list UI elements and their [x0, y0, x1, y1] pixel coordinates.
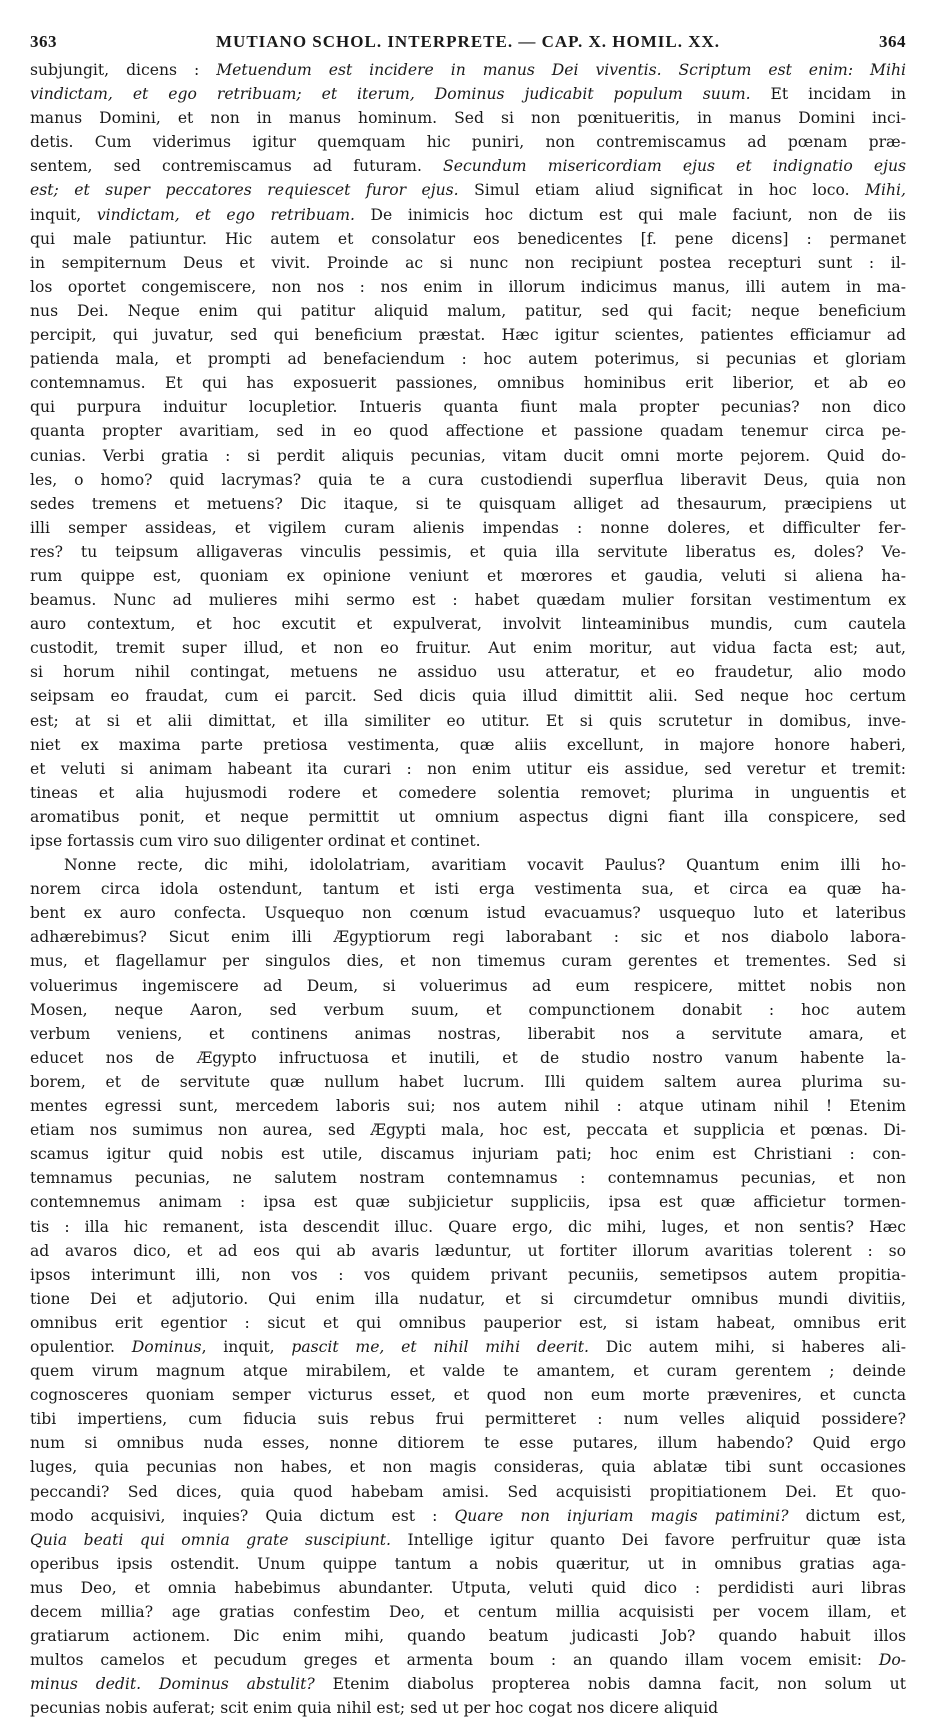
text-run: modo acquisivi, inquies? Quia dictum est :: [30, 1506, 455, 1525]
text-run: contemnemus animam : ipsa est quæ subjicietur suppliciis, ipsa est quæ afficietur tormen-: [30, 1193, 906, 1212]
text-run: verbum veniens, et continens animas nostras, liberabit nos a servitute amara, et: [30, 1024, 906, 1043]
text-run: cunias. Verbi gratia : si perdit aliquis pecunias, vitam ducit omni morte pejorem. Quid do-: [30, 446, 906, 465]
text-line: [30, 877, 906, 901]
text-run: etiam nos sumimus non aurea, sed Ægypti mala, hoc est, peccata et supplicia et pœnas. Di-: [30, 1121, 906, 1140]
italic-text: Quare non injuriam magis patimini?: [454, 1506, 789, 1525]
text-line: [30, 1528, 906, 1552]
text-line: [30, 1118, 906, 1142]
text-line: [30, 58, 906, 82]
text-run: detis. Cum viderimus igitur quemquam hic puniri, non contremiscamus ad pœnam præ-: [30, 133, 906, 152]
text-run: scamus igitur quid nobis est utile, discamus injuriam pati; hoc enim est Christiani : con-: [30, 1145, 906, 1164]
text-line: [30, 805, 906, 829]
text-line: [30, 1046, 906, 1070]
document-page: [30, 32, 907, 1718]
text-line: [30, 468, 906, 492]
text-run: Etenim diabolus propterea nobis damna facit, non solum ut: [314, 1675, 906, 1694]
text-line: [30, 612, 906, 636]
text-line: [30, 709, 906, 733]
running-head: [30, 32, 906, 54]
text-run: tibi impertiens, cum fiducia suis rebus frui permitteret : num velles aliquid possidere?: [30, 1410, 906, 1429]
text-line: [30, 1648, 906, 1672]
text-line: [30, 492, 906, 516]
text-run: los oportet congemiscere, non nos : nos enim in illorum indicimus manus, illi autem in ma-: [30, 277, 906, 296]
text-run: res? tu teipsum alligaveras vinculis pessimis, et quia illa servitute liberatus es, doles? Ve-: [30, 542, 906, 561]
text-line: [30, 1455, 906, 1479]
text-run: pecunias nobis auferat; scit enim quia nihil est; sed ut per hoc cogat nos dicere aliquid: [30, 1699, 719, 1718]
text-run: temnamus pecunias, ne salutem nostram contemnamus : contemnamus pecunias, et non: [30, 1169, 906, 1188]
text-line: [30, 925, 906, 949]
text-line: [30, 1480, 906, 1504]
page-number-left: 363: [30, 32, 57, 51]
text-run: cognosceres quoniam semper victurus esset, et quod non eum morte prævenires, et cuncta: [30, 1386, 906, 1405]
text-run: bent ex auro confecta. Usquequo non cœnum istud evacuamus? usquequo luto et lateribus: [30, 904, 906, 923]
text-run: voluerimus ingemiscere ad Deum, si voluerimus ad eum respicere, mittet nobis non: [30, 976, 906, 995]
page-number-right: 364: [879, 32, 906, 51]
text-line: [30, 1070, 906, 1094]
text-run: niet ex maxima parte pretiosa vestimenta, quæ aliis excellunt, in majore honore haberi,: [30, 735, 906, 754]
text-line: [30, 178, 906, 202]
text-line: [30, 829, 906, 853]
text-run: gratiarum actionem. Dic enim mihi, quando beatum judicasti Job? quando habuit illos: [30, 1627, 906, 1646]
italic-text: pascit me, et nihil mihi deerit.: [291, 1337, 589, 1356]
text-run: qui male patiuntur. Hic autem et consolatur eos benedicentes [f. pene dicens] : permanet: [30, 229, 906, 248]
text-run: tione Dei et adjutorio. Qui enim illa nudatur, et si circumdetur omnibus mundi divitiis,: [30, 1289, 906, 1308]
text-line: [30, 1552, 906, 1576]
text-line: [30, 323, 906, 347]
text-line: [30, 1407, 906, 1431]
text-line: [30, 1431, 906, 1455]
text-line: [30, 1190, 906, 1214]
text-line: [30, 1672, 906, 1696]
text-line: [30, 564, 906, 588]
text-line: [30, 1359, 906, 1383]
text-run: Et incidam in: [750, 85, 906, 104]
text-run: et veluti si animam habeant ita curari : non enim utitur eis assidue, sed veretur et tremit:: [30, 759, 906, 778]
text-run: percipit, qui juvatur, sed qui beneficium præstat. Hæc igitur scientes, patientes efficiamur ad: [30, 326, 906, 345]
text-line: [30, 1287, 906, 1311]
body-text: [30, 58, 906, 1720]
text-run: , inquit,: [201, 1337, 292, 1356]
italic-text: est; et super peccatores requiescet furor ejus.: [30, 181, 459, 200]
text-line: [30, 1142, 906, 1166]
text-line: [30, 1263, 906, 1287]
italic-text: vindictam, et ego retribuam.: [96, 205, 355, 224]
text-run: patienda mala, et prompti ad benefaciendum : hoc autem poterimus, si pecunias et gloriam: [30, 350, 906, 369]
text-line: [30, 781, 906, 805]
text-line: [30, 998, 906, 1022]
text-run: peccandi? Sed dices, quia quod habebam amisi. Sed acquisisti propitiationem Dei. Et quo-: [30, 1482, 906, 1501]
text-run: inquit,: [30, 205, 97, 224]
text-run: les, o homo? quid lacrymas? quia te a cura custodiendi superflua liberavit Deus, quia non: [30, 470, 906, 489]
running-title: MUTIANO SCHOL. INTERPRETE. — CAP. X. HOMIL. XX.: [216, 32, 720, 51]
text-run: num si omnibus nuda esses, nonne ditiorem te esse putares, illum habendo? Quid ergo: [30, 1434, 906, 1453]
text-line: [30, 588, 906, 612]
text-line: [30, 901, 906, 925]
text-line: [30, 106, 906, 130]
text-line: [30, 1624, 906, 1648]
text-line: [30, 1311, 906, 1335]
text-run: custodit, tremit super illud, et non eo fruitur. Aut enim moritur, aut vidua facta est; aut,: [30, 639, 906, 658]
text-line: [30, 203, 906, 227]
text-run: manus Domini, et non in manus hominum. Sed si non pœnitueritis, in manus Domini inci-: [30, 109, 906, 128]
text-run: auro contextum, et hoc excutit et expulverat, involvit linteaminibus mundis, cum cautela: [30, 615, 906, 634]
text-run: Simul etiam aliud significat in hoc loco.: [458, 181, 866, 200]
italic-text: Quia beati qui omnia grate suscipiunt.: [30, 1530, 392, 1549]
text-line: [30, 757, 906, 781]
text-run: illi semper assideas, et vigilem curam alienis impendas : nonne doleres, et difficulter fer-: [30, 518, 906, 537]
italic-text: Dominus: [131, 1337, 202, 1356]
text-line: [30, 154, 906, 178]
italic-text: Metuendum est incidere in manus Dei viventis. Scriptum est enim: Mihi: [216, 61, 906, 79]
text-run: si horum nihil contingat, metuens ne assiduo usu atteratur, et eo fraudetur, alio modo: [30, 663, 906, 682]
text-run: Nonne recte, dic mihi, idololatriam, avaritiam vocavit Paulus? Quantum enim illi ho-: [64, 856, 906, 875]
italic-text: Secundum misericordiam ejus et indignatio ejus: [443, 157, 906, 176]
text-line: [30, 853, 906, 877]
text-line: [30, 227, 906, 251]
text-run: ipse fortassis cum viro suo diligenter ordinat et continet.: [30, 832, 481, 850]
text-line: [30, 1166, 906, 1190]
text-line: [30, 395, 906, 419]
text-line: [30, 540, 906, 564]
text-line: [30, 516, 906, 540]
text-run: borem, et de servitute quæ nullum habet lucrum. Illi quidem saltem aurea plurima su-: [30, 1072, 906, 1091]
text-run: quanta propter avaritiam, sed in eo quod affectione et passione quadam tenemur circa pe-: [30, 422, 906, 441]
text-run: aromatibus ponit, et neque permittit ut omnium aspectus digni fiant illa conspicere, sed: [30, 807, 906, 826]
text-run: contemnamus. Et qui has exposuerit passiones, omnibus hominibus erit liberior, et ab eo: [30, 374, 906, 393]
text-line: [30, 1504, 906, 1528]
italic-text: Do-: [878, 1651, 906, 1670]
text-run: norem circa idola ostendunt, tantum et isti erga vestimenta sua, et circa ea quæ ha-: [30, 880, 906, 899]
text-line: [30, 1094, 906, 1118]
text-line: [30, 371, 906, 395]
text-run: omnibus erit egentior : sicut et qui omnibus pauperior est, si istam habeat, omnibus erit: [30, 1313, 906, 1332]
text-run: opulentior.: [30, 1337, 132, 1356]
text-line: [30, 275, 906, 299]
text-line: [30, 347, 906, 371]
text-run: educet nos de Ægypto infructuosa et inutili, et de studio nostro vanum habente la-: [30, 1048, 906, 1067]
italic-text: minus dedit. Dominus abstulit?: [30, 1675, 315, 1694]
text-line: [30, 82, 906, 106]
text-line: [30, 1576, 906, 1600]
text-run: quem virum magnum atque mirabilem, et valde te amantem, et curam gerentem ; deinde: [30, 1362, 906, 1381]
text-run: qui purpura induitur locupletior. Intueris quanta fiunt mala propter pecunias? non dico: [30, 398, 906, 417]
text-run: nus Dei. Neque enim qui patitur aliquid malum, patitur, sed qui facit; neque beneficium: [30, 301, 906, 320]
text-line: [30, 660, 906, 684]
italic-text: vindictam, et ego retribuam; et iterum, Dominus judicabit populum suum.: [30, 85, 751, 104]
text-line: [30, 130, 906, 154]
text-run: mentes egressi sunt, mercedem laboris sui; nos autem nihil : atque utinam nihil ! Etenim: [30, 1097, 906, 1116]
text-line: [30, 974, 906, 998]
text-line: [30, 1335, 906, 1359]
paragraph: [30, 58, 906, 853]
paragraph: [30, 853, 906, 1720]
text-line: [30, 299, 906, 323]
text-run: ad avaros dico, et ad eos qui ab avaris læduntur, ut fortiter illorum avaritias tolerent : so: [30, 1241, 906, 1260]
text-run: decem millia? age gratias confestim Deo, et centum millia acquisisti per vocem illam, et: [30, 1603, 906, 1621]
text-run: in sempiternum Deus et vivit. Proinde ac si nunc non recipiunt postea recepturi sunt : il-: [30, 253, 906, 272]
text-run: De inimicis hoc dictum est qui male faciunt, non de iis: [354, 205, 906, 224]
text-run: seipsam eo fraudat, cum ei parcit. Sed dicis quia illud dimittit alii. Sed neque hoc certum: [30, 687, 906, 706]
text-line: [30, 251, 906, 275]
text-run: subjungit, dicens :: [30, 61, 217, 79]
text-line: [30, 636, 906, 660]
text-run: adhærebimus? Sicut enim illi Ægyptiorum regi laborabant : sic et nos diabolo labora-: [30, 928, 906, 947]
text-run: luges, quia pecunias non habes, et non magis consideras, quia ablatæ tibi sunt occasiones: [30, 1458, 906, 1477]
text-line: [30, 1696, 906, 1720]
text-run: tis : illa hic remanent, ista descendit illuc. Quare ergo, dic mihi, luges, et non sentis? Hæc: [30, 1217, 906, 1236]
text-line: [30, 733, 906, 757]
text-line: [30, 1383, 906, 1407]
text-run: tineas et alia hujusmodi rodere et comedere solentia removet; plurima in unguentis et: [30, 783, 906, 802]
text-run: mus, et flagellamur per singulos dies, et non timemus curam gerentes et trementes. Sed si: [30, 952, 906, 971]
text-line: [30, 419, 906, 443]
text-run: Intellige igitur quanto Dei favore perfruitur quæ ista: [391, 1530, 906, 1549]
text-line: [30, 1239, 906, 1263]
text-line: [30, 444, 906, 468]
text-line: [30, 1600, 906, 1624]
italic-text: Mihi,: [865, 181, 906, 200]
text-run: ipsos interimunt illi, non vos : vos quidem privant pecuniis, semetipsos autem propitia-: [30, 1265, 906, 1284]
text-run: operibus ipsis ostendit. Unum quippe tantum a nobis quæritur, ut in omnibus gratias aga-: [30, 1554, 906, 1573]
text-run: Dic autem mihi, si haberes ali-: [588, 1337, 907, 1356]
text-line: [30, 1022, 906, 1046]
text-run: dictum est,: [788, 1506, 907, 1525]
text-run: sedes tremens et metuens? Dic itaque, si te quisquam alliget ad thesaurum, præcipiens ut: [30, 494, 906, 513]
text-line: [30, 1215, 906, 1239]
text-line: [30, 684, 906, 708]
text-run: rum quippe est, quoniam ex opinione veniunt et mœrores et gaudia, veluti si aliena ha-: [30, 566, 906, 585]
text-run: mus Deo, et omnia habebimus abundanter. Utputa, veluti quid dico : perdidisti auri libras: [30, 1578, 906, 1597]
text-run: Mosen, neque Aaron, sed verbum suum, et compunctionem donabit : hoc autem: [30, 1000, 906, 1019]
text-run: sentem, sed contremiscamus ad futuram.: [30, 157, 444, 176]
text-run: beamus. Nunc ad mulieres mihi sermo est : habet quædam mulier forsitan vestimentum ex: [30, 591, 906, 610]
text-run: est; at si et alii dimittat, et illa similiter eo utitur. Et si quis scrutetur in domibus, inve-: [30, 711, 906, 730]
text-run: multos camelos et pecudum greges et armenta boum : an quando illam vocem emisit:: [30, 1651, 879, 1670]
text-line: [30, 949, 906, 973]
